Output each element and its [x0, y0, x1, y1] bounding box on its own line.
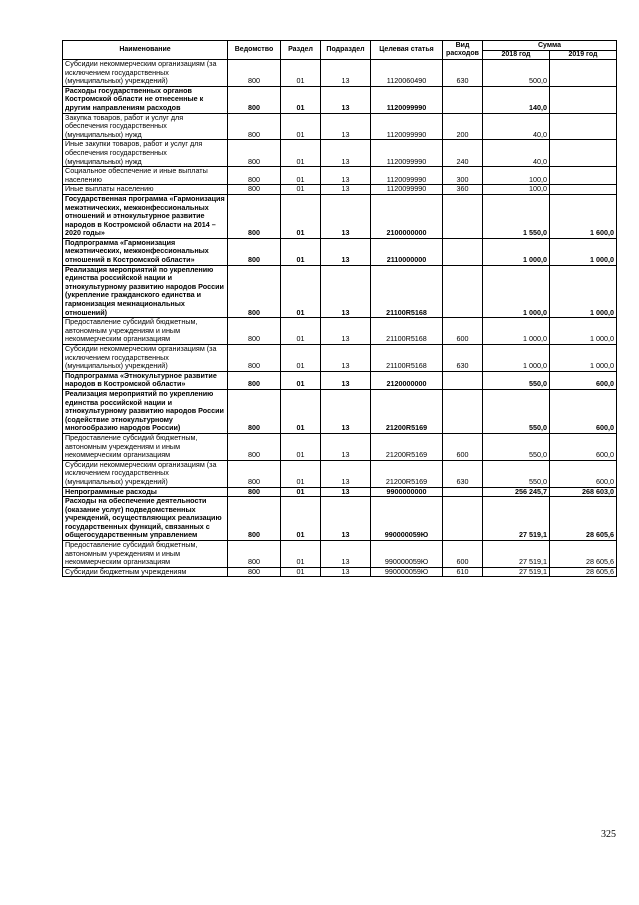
row-target-article: 21200R5169	[371, 389, 443, 433]
row-sum-2019: 268 603,0	[550, 487, 617, 497]
row-razdel: 01	[281, 541, 321, 568]
row-expense-type: 360	[443, 185, 483, 195]
header-year-2019: 2019 год	[550, 51, 617, 60]
row-podrazdel: 13	[321, 238, 371, 265]
row-podrazdel: 13	[321, 541, 371, 568]
row-sum-2019: 28 605,6	[550, 497, 617, 541]
row-target-article: 21100R5168	[371, 318, 443, 345]
row-sum-2019: 600,0	[550, 433, 617, 460]
row-target-article: 2100000000	[371, 194, 443, 238]
row-name: Предоставление субсидий бюджетным, автономным учреждениям и иным некоммерческим организациям	[63, 318, 228, 345]
row-vedomstvo: 800	[228, 460, 281, 487]
row-expense-type	[443, 487, 483, 497]
row-podrazdel: 13	[321, 345, 371, 372]
row-sum-2018: 550,0	[483, 460, 550, 487]
header-name: Наименование	[63, 41, 228, 60]
row-sum-2018: 1 000,0	[483, 238, 550, 265]
table-row	[63, 371, 617, 389]
row-name: Подпрограмма «Этнокультурное развитие народов в Костромской области»	[63, 371, 228, 389]
row-name: Субсидии некоммерческим организациям (за исключением государственных (муниципальных) учреждений)	[63, 345, 228, 372]
table-row	[63, 460, 617, 487]
row-name: Субсидии некоммерческим организациям (за исключением государственных (муниципальных) учреждений)	[63, 60, 228, 87]
row-name: Предоставление субсидий бюджетным, автономным учреждениям и иным некоммерческим организациям	[63, 433, 228, 460]
row-vedomstvo: 800	[228, 497, 281, 541]
row-razdel: 01	[281, 140, 321, 167]
row-podrazdel: 13	[321, 460, 371, 487]
row-target-article: 21100R5168	[371, 265, 443, 318]
row-name: Подпрограмма «Гармонизация межэтнических, межконфессиональных отношений в Костромской области»	[63, 238, 228, 265]
table-row	[63, 238, 617, 265]
row-expense-type	[443, 265, 483, 318]
row-sum-2019	[550, 60, 617, 87]
row-podrazdel: 13	[321, 265, 371, 318]
row-podrazdel: 13	[321, 389, 371, 433]
row-sum-2019: 600,0	[550, 371, 617, 389]
row-expense-type: 600	[443, 318, 483, 345]
table-row	[63, 60, 617, 87]
row-target-article: 21100R5168	[371, 345, 443, 372]
row-sum-2019	[550, 113, 617, 140]
row-name: Субсидии бюджетным учреждениям	[63, 567, 228, 577]
table-row	[63, 167, 617, 185]
row-sum-2019	[550, 167, 617, 185]
row-sum-2019: 1 000,0	[550, 265, 617, 318]
row-target-article: 1120099990	[371, 140, 443, 167]
row-sum-2018: 40,0	[483, 113, 550, 140]
table-row	[63, 265, 617, 318]
row-razdel: 01	[281, 60, 321, 87]
row-razdel: 01	[281, 345, 321, 372]
row-expense-type	[443, 497, 483, 541]
row-vedomstvo: 800	[228, 541, 281, 568]
row-expense-type: 200	[443, 113, 483, 140]
row-sum-2019: 600,0	[550, 389, 617, 433]
row-razdel: 01	[281, 113, 321, 140]
row-sum-2018: 27 519,1	[483, 567, 550, 577]
row-target-article: 2110000000	[371, 238, 443, 265]
row-expense-type: 240	[443, 140, 483, 167]
row-name: Реализация мероприятий по укреплению единства российской нации и этнокультурному развитию народов России (укрепление гражданского единства и гармонизация межнациональных отношений)	[63, 265, 228, 318]
row-vedomstvo: 800	[228, 140, 281, 167]
row-sum-2019	[550, 140, 617, 167]
table-row	[63, 345, 617, 372]
row-vedomstvo: 800	[228, 265, 281, 318]
row-expense-type	[443, 238, 483, 265]
row-sum-2018: 1 000,0	[483, 318, 550, 345]
row-name: Реализация мероприятий по укреплению единства российской нации и этнокультурному развитию народов России (содействие этнокультурному многообразию народов России)	[63, 389, 228, 433]
row-sum-2018: 1 000,0	[483, 345, 550, 372]
row-razdel: 01	[281, 487, 321, 497]
row-sum-2019	[550, 86, 617, 113]
row-podrazdel: 13	[321, 371, 371, 389]
row-razdel: 01	[281, 167, 321, 185]
row-sum-2018: 27 519,1	[483, 541, 550, 568]
row-vedomstvo: 800	[228, 113, 281, 140]
row-podrazdel: 13	[321, 167, 371, 185]
row-razdel: 01	[281, 433, 321, 460]
row-razdel: 01	[281, 194, 321, 238]
row-expense-type: 630	[443, 60, 483, 87]
row-expense-type	[443, 371, 483, 389]
row-target-article: 21200R5169	[371, 433, 443, 460]
page-number: 325	[601, 829, 616, 840]
row-expense-type: 300	[443, 167, 483, 185]
row-expense-type	[443, 389, 483, 433]
header-razdel: Раздел	[281, 41, 321, 60]
row-target-article: 21200R5169	[371, 460, 443, 487]
row-target-article: 1120099990	[371, 185, 443, 195]
row-vedomstvo: 800	[228, 238, 281, 265]
header-target-article: Целевая статья	[371, 41, 443, 60]
row-sum-2018: 100,0	[483, 185, 550, 195]
row-podrazdel: 13	[321, 567, 371, 577]
row-razdel: 01	[281, 460, 321, 487]
row-sum-2019: 600,0	[550, 460, 617, 487]
row-expense-type: 610	[443, 567, 483, 577]
row-expense-type	[443, 86, 483, 113]
row-sum-2018: 100,0	[483, 167, 550, 185]
header-year-2018: 2018 год	[483, 51, 550, 60]
row-sum-2019: 1 000,0	[550, 238, 617, 265]
row-sum-2018: 1 000,0	[483, 265, 550, 318]
table-row	[63, 185, 617, 195]
row-podrazdel: 13	[321, 433, 371, 460]
row-target-article: 1120099990	[371, 113, 443, 140]
table-row	[63, 487, 617, 497]
row-podrazdel: 13	[321, 86, 371, 113]
row-expense-type: 630	[443, 460, 483, 487]
row-razdel: 01	[281, 497, 321, 541]
row-sum-2018: 27 519,1	[483, 497, 550, 541]
row-podrazdel: 13	[321, 185, 371, 195]
row-sum-2019	[550, 185, 617, 195]
row-target-article: 1120060490	[371, 60, 443, 87]
row-vedomstvo: 800	[228, 345, 281, 372]
row-razdel: 01	[281, 567, 321, 577]
row-sum-2018: 1 550,0	[483, 194, 550, 238]
row-vedomstvo: 800	[228, 389, 281, 433]
row-expense-type	[443, 194, 483, 238]
row-name: Государственная программа «Гармонизация межэтнических, межконфессиональных отношений и этнокультурное развитие народов в Костромской области на 2014 – 2020 годы»	[63, 194, 228, 238]
row-razdel: 01	[281, 371, 321, 389]
row-vedomstvo: 800	[228, 60, 281, 87]
row-target-article: 990000059Ю	[371, 497, 443, 541]
row-vedomstvo: 800	[228, 194, 281, 238]
row-sum-2018: 256 245,7	[483, 487, 550, 497]
row-podrazdel: 13	[321, 60, 371, 87]
table-row	[63, 389, 617, 433]
row-sum-2019: 28 605,6	[550, 541, 617, 568]
row-expense-type: 600	[443, 541, 483, 568]
row-vedomstvo: 800	[228, 167, 281, 185]
row-target-article: 9900000000	[371, 487, 443, 497]
table-row	[63, 497, 617, 541]
row-sum-2018: 140,0	[483, 86, 550, 113]
row-razdel: 01	[281, 185, 321, 195]
row-podrazdel: 13	[321, 140, 371, 167]
row-target-article: 2120000000	[371, 371, 443, 389]
row-vedomstvo: 800	[228, 487, 281, 497]
table-row	[63, 113, 617, 140]
table-row	[63, 318, 617, 345]
row-podrazdel: 13	[321, 113, 371, 140]
row-sum-2019: 1 600,0	[550, 194, 617, 238]
row-vedomstvo: 800	[228, 86, 281, 113]
table-row	[63, 86, 617, 113]
row-name: Социальное обеспечение и иные выплаты населению	[63, 167, 228, 185]
row-expense-type: 630	[443, 345, 483, 372]
table-row	[63, 194, 617, 238]
row-sum-2018: 550,0	[483, 433, 550, 460]
row-sum-2019: 1 000,0	[550, 345, 617, 372]
row-razdel: 01	[281, 389, 321, 433]
row-razdel: 01	[281, 238, 321, 265]
table-row	[63, 433, 617, 460]
row-target-article: 990000059Ю	[371, 541, 443, 568]
header-expense-type: Вид расходов	[443, 41, 483, 60]
table-body	[63, 60, 617, 577]
row-podrazdel: 13	[321, 497, 371, 541]
row-podrazdel: 13	[321, 487, 371, 497]
table-row	[63, 140, 617, 167]
row-target-article: 1120099990	[371, 167, 443, 185]
header-vedomstvo: Ведомство	[228, 41, 281, 60]
row-vedomstvo: 800	[228, 371, 281, 389]
row-name: Расходы государственных органов Костромской области не отнесенные к другим направлениям расходов	[63, 86, 228, 113]
row-name: Непрограммные расходы	[63, 487, 228, 497]
row-name: Расходы на обеспечение деятельности (оказание услуг) подведомственных учреждений, осуществляющих реализацию государственных функций, связанных с общегосударственным управлением	[63, 497, 228, 541]
header-podrazdel: Подраздел	[321, 41, 371, 60]
row-podrazdel: 13	[321, 318, 371, 345]
row-razdel: 01	[281, 86, 321, 113]
row-razdel: 01	[281, 318, 321, 345]
row-vedomstvo: 800	[228, 567, 281, 577]
table-row	[63, 567, 617, 577]
budget-table-sheet	[62, 40, 616, 577]
row-name: Иные закупки товаров, работ и услуг для обеспечения государственных (муниципальных) нужд	[63, 140, 228, 167]
row-sum-2018: 40,0	[483, 140, 550, 167]
row-vedomstvo: 800	[228, 318, 281, 345]
row-expense-type: 600	[443, 433, 483, 460]
row-sum-2018: 550,0	[483, 389, 550, 433]
row-name: Субсидии некоммерческим организациям (за исключением государственных (муниципальных) учреждений)	[63, 460, 228, 487]
row-sum-2018: 550,0	[483, 371, 550, 389]
row-name: Иные выплаты населению	[63, 185, 228, 195]
row-sum-2019: 28 605,6	[550, 567, 617, 577]
header-sum: Сумма	[483, 41, 617, 51]
row-podrazdel: 13	[321, 194, 371, 238]
row-name: Закупка товаров, работ и услуг для обеспечения государственных (муниципальных) нужд	[63, 113, 228, 140]
row-sum-2019: 1 000,0	[550, 318, 617, 345]
budget-table	[62, 40, 617, 577]
row-vedomstvo: 800	[228, 185, 281, 195]
table-row	[63, 541, 617, 568]
row-target-article: 1120099990	[371, 86, 443, 113]
row-name: Предоставление субсидий бюджетным, автономным учреждениям и иным некоммерческим организациям	[63, 541, 228, 568]
table-header	[63, 41, 617, 60]
row-vedomstvo: 800	[228, 433, 281, 460]
row-razdel: 01	[281, 265, 321, 318]
row-target-article: 990000059Ю	[371, 567, 443, 577]
row-sum-2018: 500,0	[483, 60, 550, 87]
